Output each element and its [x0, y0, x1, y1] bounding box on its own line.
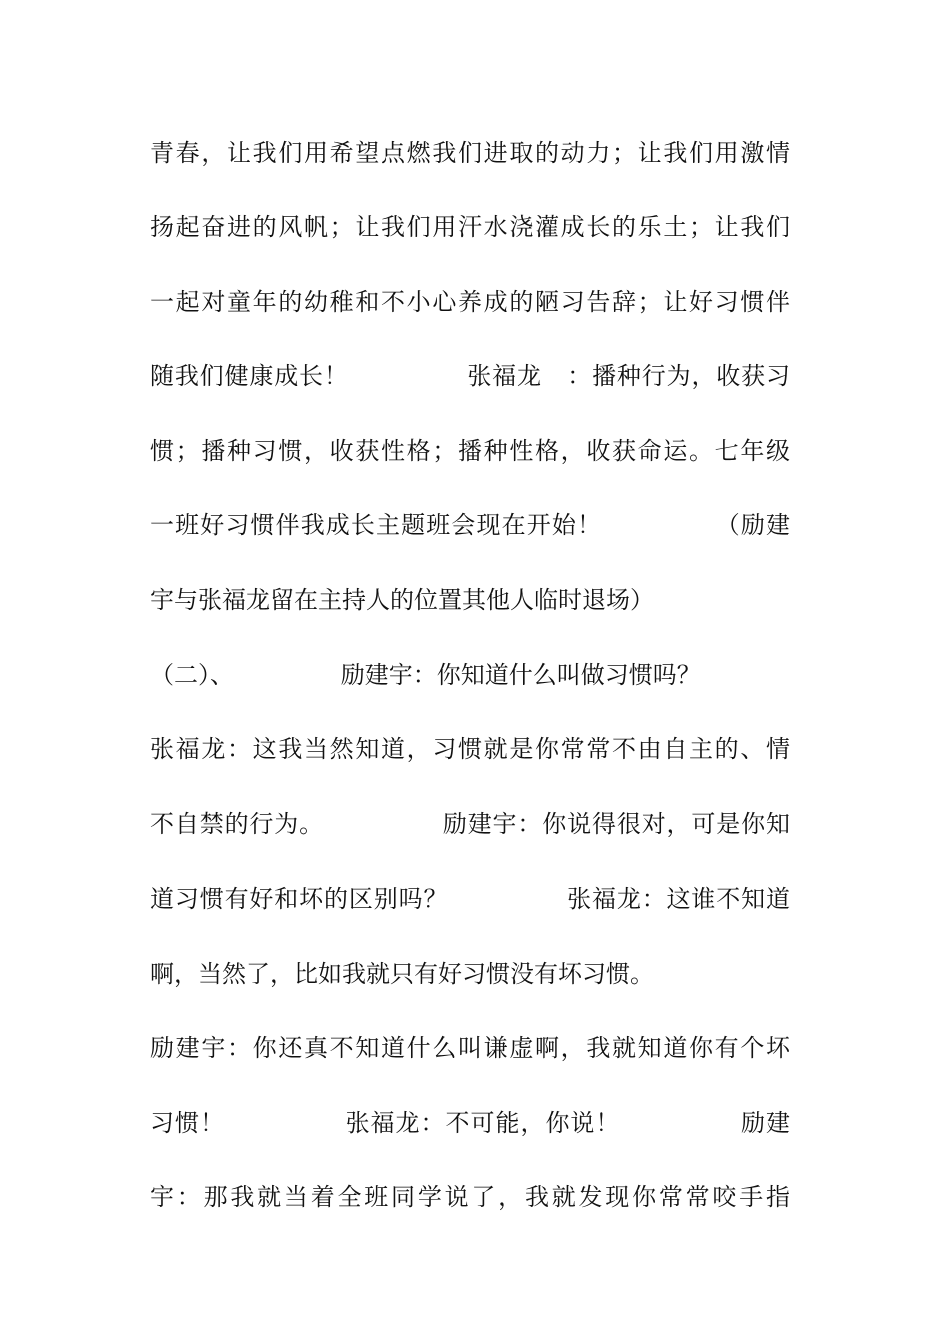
body-text-line-5: 惯；播种习惯，收获性格；播种性格，收获命运。七年级	[150, 437, 790, 465]
body-text-line-15: 宇：那我就当着全班同学说了，我就发现你常常咬手指	[150, 1183, 790, 1211]
body-text-line-14: 习惯！ 张福龙：不可能，你说！ 励建	[150, 1109, 790, 1137]
body-text-line-1: 青春，让我们用希望点燃我们进取的动力；让我们用激情	[150, 139, 790, 167]
body-text-line-12: 啊，当然了，比如我就只有好习惯没有坏习惯。	[150, 960, 654, 988]
body-text-line-9: 张福龙：这我当然知道，习惯就是你常常不由自主的、情	[150, 735, 790, 763]
body-text-line-6: 一班好习惯伴我成长主题班会现在开始！ （励建	[150, 511, 790, 539]
body-text-line-7: 宇与张福龙留在主持人的位置其他人临时退场）	[150, 586, 654, 614]
body-text-line-10: 不自禁的行为。 励建宇：你说得很对，可是你知	[150, 810, 790, 838]
body-text-line-11: 道习惯有好和坏的区别吗？ 张福龙：这谁不知道	[150, 885, 790, 913]
body-text-line-8: （二）、 励建宇：你知道什么叫做习惯吗？	[150, 661, 701, 689]
body-text-line-13: 励建宇：你还真不知道什么叫谦虚啊，我就知道你有个坏	[150, 1034, 790, 1062]
body-text-line-4: 随我们健康成长！ 张福龙 ：播种行为，收获习	[150, 362, 790, 390]
body-text-line-3: 一起对童年的幼稚和不小心养成的陋习告辞；让好习惯伴	[150, 288, 790, 316]
body-text-line-2: 扬起奋进的风帆；让我们用汗水浇灌成长的乐土；让我们	[150, 213, 790, 241]
